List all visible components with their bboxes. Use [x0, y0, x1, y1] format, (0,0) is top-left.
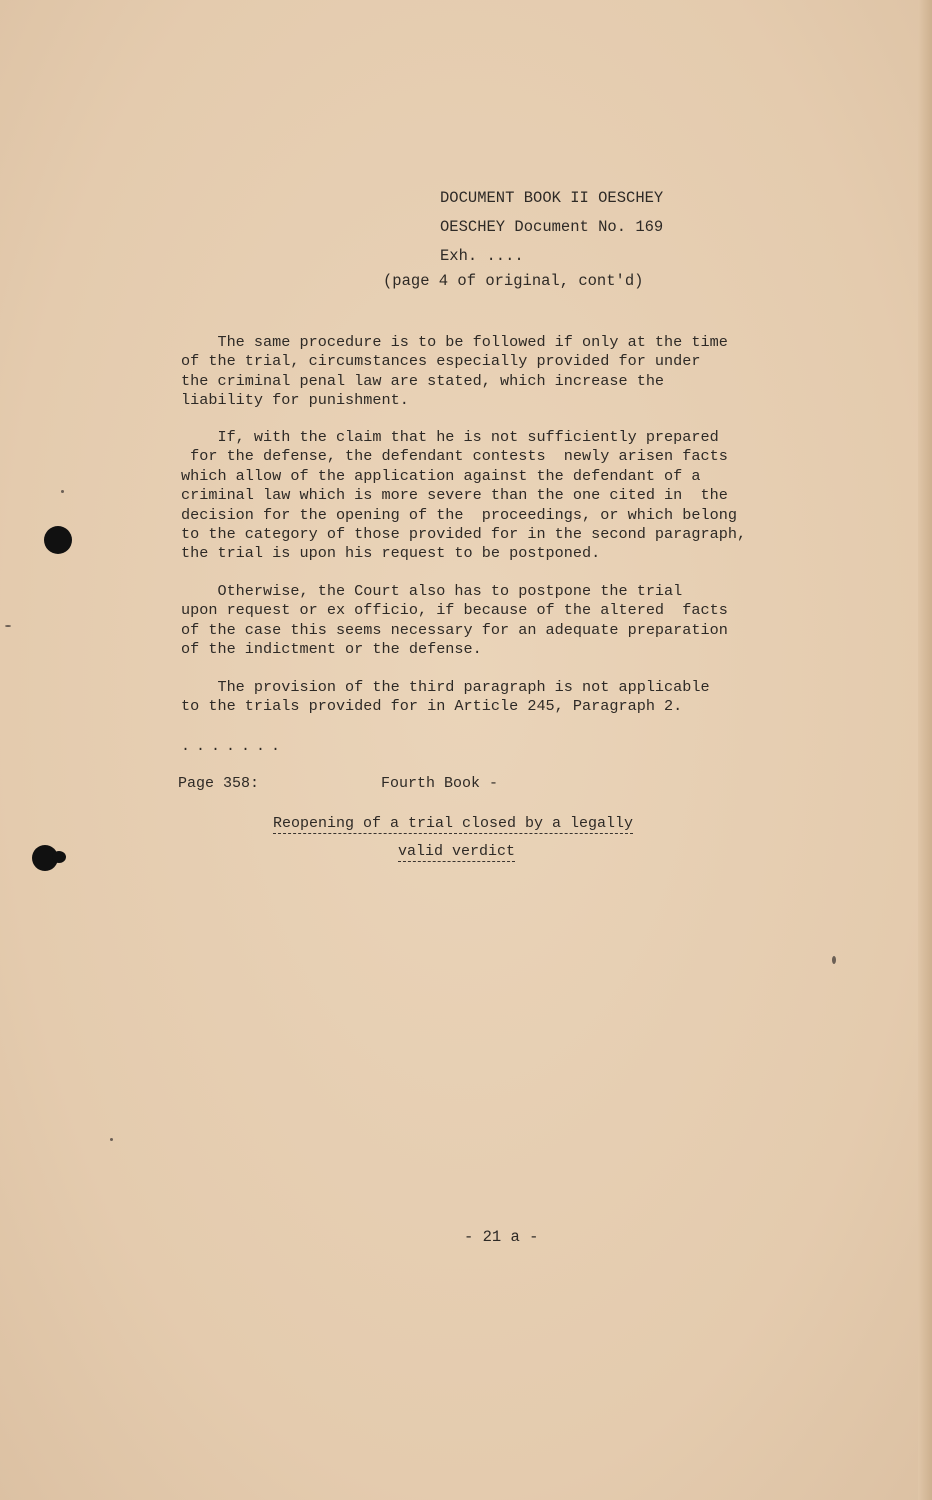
- header-line-3: Exh. ....: [440, 247, 524, 265]
- text-line: the criminal penal law are stated, which increase the: [181, 371, 665, 390]
- text-line: for the defense, the defendant contests newly arisen facts: [181, 447, 728, 466]
- page-reference: (page 4 of original, cont'd): [383, 272, 644, 290]
- text-line: of the trial, circumstances especially provided for under: [181, 352, 701, 371]
- paragraph-1: [181, 333, 781, 411]
- speck: [110, 1138, 113, 1141]
- book-label: Fourth Book -: [381, 775, 499, 792]
- text-line: upon request or ex officio, if because of the altered facts: [181, 601, 728, 620]
- punch-hole: [52, 851, 66, 863]
- page-edge: [918, 0, 932, 1500]
- text-line: the trial is upon his request to be postponed.: [181, 544, 601, 563]
- text-line: decision for the opening of the proceedings, or which belong: [181, 505, 737, 524]
- text-line: of the indictment or the defense.: [181, 640, 482, 659]
- paragraph-2: [181, 428, 781, 564]
- section-heading-line-1: Reopening of a trial closed by a legally: [273, 815, 634, 832]
- text-line: The same procedure is to be followed if only at the time: [181, 333, 728, 351]
- text-line: If, with the claim that he is not sufficiently prepared: [181, 428, 719, 446]
- page-number: - 21 a -: [464, 1228, 539, 1246]
- paragraph-4: [181, 678, 781, 717]
- text-line: of the case this seems necessary for an adequate preparation: [181, 620, 728, 639]
- speck: [61, 490, 64, 493]
- page-label: Page 358:: [178, 775, 260, 792]
- text-line: The provision of the third paragraph is not applicable: [181, 678, 710, 696]
- document-header: [440, 184, 663, 271]
- header-line-2: OESCHEY Document No. 169: [440, 218, 664, 236]
- text-line: which allow of the application against the defendant of a: [181, 466, 701, 485]
- text-line: Otherwise, the Court also has to postpone the trial: [181, 582, 683, 600]
- header-line-1: DOCUMENT BOOK II OESCHEY: [440, 189, 664, 207]
- speck: [5, 625, 11, 627]
- speck: [832, 956, 836, 964]
- text-line: liability for punishment.: [181, 391, 409, 410]
- text-line: to the category of those provided for in the second paragraph,: [181, 525, 747, 544]
- punch-hole: [44, 526, 72, 554]
- text-line: to the trials provided for in Article 245, Paragraph 2.: [181, 697, 683, 716]
- section-heading-line-2: valid verdict: [398, 843, 516, 860]
- paragraph-3: [181, 582, 781, 660]
- ellipsis-separator: .......: [181, 738, 287, 755]
- text-line: criminal law which is more severe than the one cited in the: [181, 486, 728, 505]
